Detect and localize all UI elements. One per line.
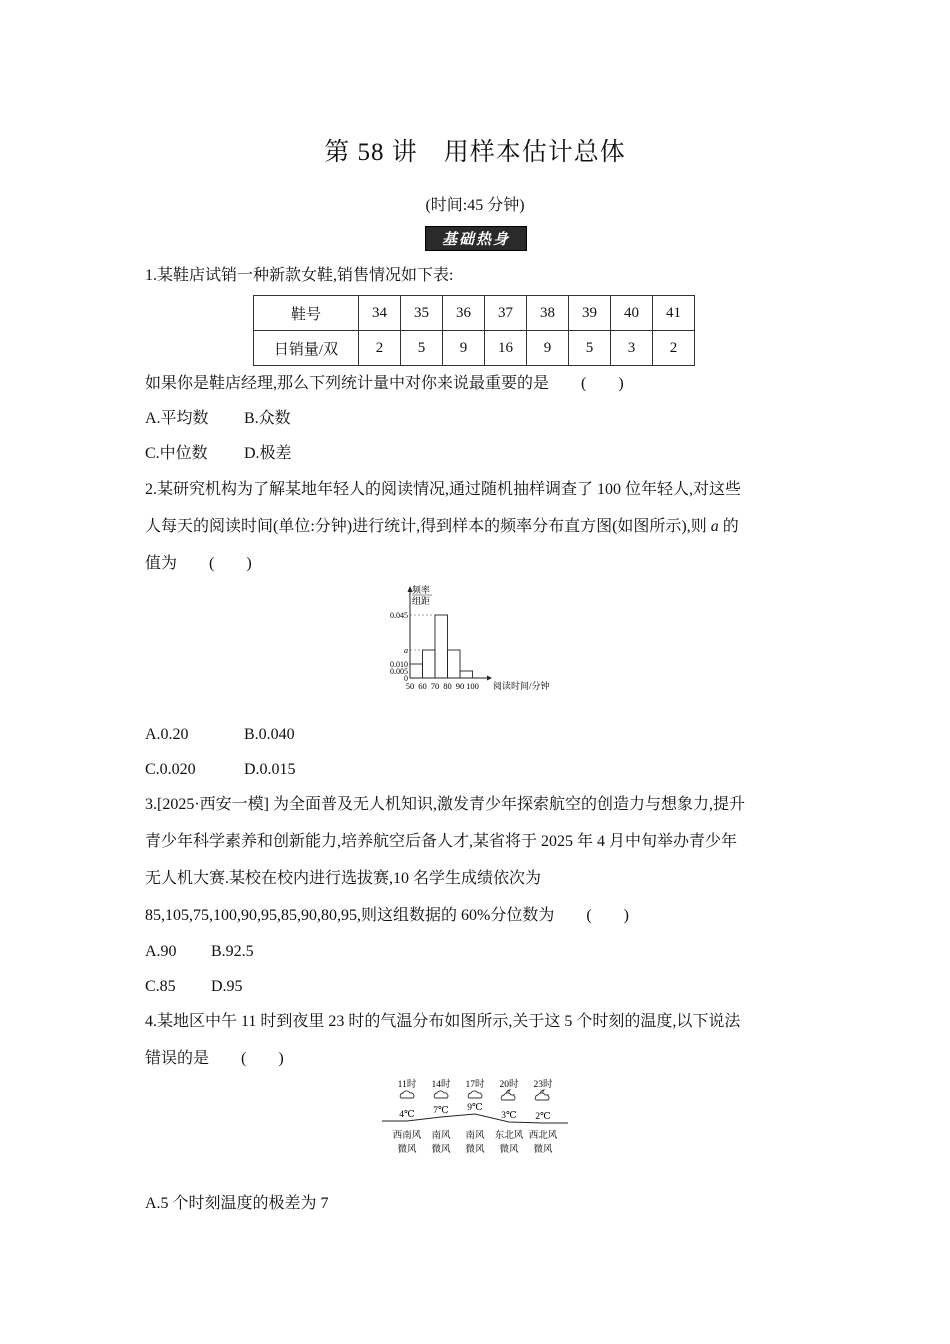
wind-level-label: 微风 bbox=[397, 1145, 417, 1155]
wind-direction-label: 南风 bbox=[465, 1131, 485, 1141]
cloud-icon bbox=[434, 1091, 448, 1098]
q2-option-c: C.0.020 bbox=[145, 761, 196, 778]
histogram-bar bbox=[435, 615, 448, 678]
q1-question: 如果你是鞋店经理,那么下列统计量中对你来说最重要的是 ( ) bbox=[145, 375, 624, 392]
q3-option-a: A.90 bbox=[145, 943, 177, 960]
table-row-header: 鞋号 bbox=[254, 296, 359, 331]
wind-level-label: 微风 bbox=[465, 1145, 485, 1155]
cloud-icon bbox=[501, 1093, 515, 1100]
q3-line-1: 3.[2025·西安一模] 为全面普及无人机知识,激发青少年探索航空的创造力与想象力,提升 bbox=[145, 796, 745, 813]
time-label: 20时 bbox=[499, 1080, 519, 1090]
wind-level-label: 微风 bbox=[533, 1145, 553, 1155]
q4-line-1: 4.某地区中午 11 时到夜里 23 时的气温分布如图所示,关于这 5 个时刻的温度,以下说法 bbox=[145, 1013, 741, 1030]
temperature-label: 7℃ bbox=[433, 1106, 449, 1116]
y-axis-label-top: 频率 bbox=[412, 585, 431, 595]
q1-option-d: D.极差 bbox=[244, 445, 292, 462]
q2-option-d: D.0.015 bbox=[244, 761, 296, 778]
table-cell: 34 bbox=[359, 296, 401, 331]
table-cell: 37 bbox=[485, 296, 527, 331]
x-tick-label: 70 bbox=[430, 681, 440, 691]
wind-direction-label: 东北风 bbox=[494, 1131, 524, 1141]
wind-level-label: 微风 bbox=[499, 1145, 519, 1155]
q1-stem: 1.某鞋店试销一种新款女鞋,销售情况如下表: bbox=[145, 267, 454, 284]
table-row bbox=[254, 331, 695, 366]
wind-direction-label: 南风 bbox=[431, 1131, 451, 1141]
histogram-bar bbox=[410, 664, 423, 678]
q1-option-a: A.平均数 bbox=[145, 410, 209, 427]
q4-option-a: A.5 个时刻温度的极差为 7 bbox=[145, 1195, 329, 1212]
x-axis-arrow bbox=[487, 676, 492, 681]
cloud-icon bbox=[468, 1091, 482, 1098]
shoe-sales-table bbox=[253, 295, 695, 366]
q2-line-2-text: 人每天的阅读时间(单位:分钟)进行统计,得到样本的频率分布直方图(如图所示),则 bbox=[145, 518, 707, 535]
time-limit: (时间:45 分钟) bbox=[425, 197, 525, 214]
q2-line-2-end: 的 bbox=[722, 518, 739, 535]
time-label: 11时 bbox=[397, 1080, 417, 1090]
histogram-bar bbox=[448, 650, 461, 678]
frequency-histogram bbox=[375, 582, 575, 697]
table-cell: 16 bbox=[485, 331, 527, 366]
table-cell: 38 bbox=[527, 296, 569, 331]
time-label: 14时 bbox=[431, 1080, 451, 1090]
time-label: 23时 bbox=[533, 1080, 553, 1090]
q3-line-3: 无人机大赛.某校在校内进行选拔赛,10 名学生成绩依次为 bbox=[145, 870, 542, 887]
y-tick-label: 0 bbox=[404, 674, 408, 683]
temperature-label: 2℃ bbox=[535, 1112, 551, 1122]
table-cell: 39 bbox=[569, 296, 611, 331]
histogram-bar bbox=[423, 650, 436, 678]
table-row bbox=[254, 296, 695, 331]
x-tick-label: 90 bbox=[455, 681, 465, 691]
q2-option-b: B.0.040 bbox=[244, 726, 295, 743]
y-tick-label: 0.005 bbox=[390, 667, 408, 676]
section-badge: 基础热身 bbox=[425, 226, 527, 251]
temperature-diagram bbox=[380, 1076, 570, 1158]
table-cell: 40 bbox=[611, 296, 653, 331]
x-axis-label: 阅读时间/分钟 bbox=[493, 681, 550, 691]
temperature-label: 4℃ bbox=[399, 1110, 415, 1120]
q1-option-c: C.中位数 bbox=[145, 445, 208, 462]
q2-line-3: 值为 ( ) bbox=[145, 555, 252, 572]
table-cell: 41 bbox=[653, 296, 695, 331]
wind-direction-label: 西南风 bbox=[392, 1131, 422, 1141]
table-cell: 2 bbox=[653, 331, 695, 366]
table-cell: 5 bbox=[569, 331, 611, 366]
table-cell: 3 bbox=[611, 331, 653, 366]
cloud-icon bbox=[535, 1093, 549, 1100]
q1-option-b: B.众数 bbox=[244, 410, 291, 427]
q3-line-2: 青少年科学素养和创新能力,培养航空后备人才,某省将于 2025 年 4 月中旬举办青少年 bbox=[145, 833, 738, 850]
y-tick-label: 0.045 bbox=[390, 611, 408, 620]
wind-direction-label: 西北风 bbox=[528, 1131, 558, 1141]
table-cell: 9 bbox=[527, 331, 569, 366]
variable-a: a bbox=[710, 518, 719, 535]
x-tick-label: 100 bbox=[466, 681, 479, 691]
q4-line-2: 错误的是 ( ) bbox=[145, 1050, 284, 1067]
cloud-icon bbox=[400, 1091, 414, 1098]
temperature-label: 3℃ bbox=[501, 1111, 517, 1121]
table-cell: 9 bbox=[443, 331, 485, 366]
x-tick-label: 60 bbox=[418, 681, 427, 691]
q3-option-d: D.95 bbox=[211, 978, 243, 995]
y-tick-label: 0.010 bbox=[390, 660, 408, 669]
q3-option-c: C.85 bbox=[145, 978, 176, 995]
table-cell: 5 bbox=[401, 331, 443, 366]
q3-option-b: B.92.5 bbox=[211, 943, 254, 960]
table-cell: 2 bbox=[359, 331, 401, 366]
q2-line-1: 2.某研究机构为了解某地年轻人的阅读情况,通过随机抽样调查了 100 位年轻人,对这些 bbox=[145, 481, 742, 498]
q2-line-2 bbox=[145, 517, 739, 537]
histogram-bar bbox=[460, 671, 473, 678]
x-tick-label: 50 bbox=[405, 681, 415, 691]
x-tick-label: 80 bbox=[443, 681, 452, 691]
y-tick-label: a bbox=[404, 646, 408, 655]
wind-level-label: 微风 bbox=[431, 1145, 451, 1155]
q2-option-a: A.0.20 bbox=[145, 726, 189, 743]
q3-line-4: 85,105,75,100,90,95,85,90,80,95,则这组数据的 60%分位数为 ( ) bbox=[145, 907, 629, 924]
table-row-header: 日销量/双 bbox=[254, 331, 359, 366]
table-cell: 35 bbox=[401, 296, 443, 331]
time-label: 17时 bbox=[465, 1080, 485, 1090]
page-title: 第 58 讲 用样本估计总体 bbox=[324, 139, 626, 166]
table-cell: 36 bbox=[443, 296, 485, 331]
temperature-label: 9℃ bbox=[467, 1103, 483, 1113]
y-axis-label-bottom: 组距 bbox=[412, 596, 431, 606]
